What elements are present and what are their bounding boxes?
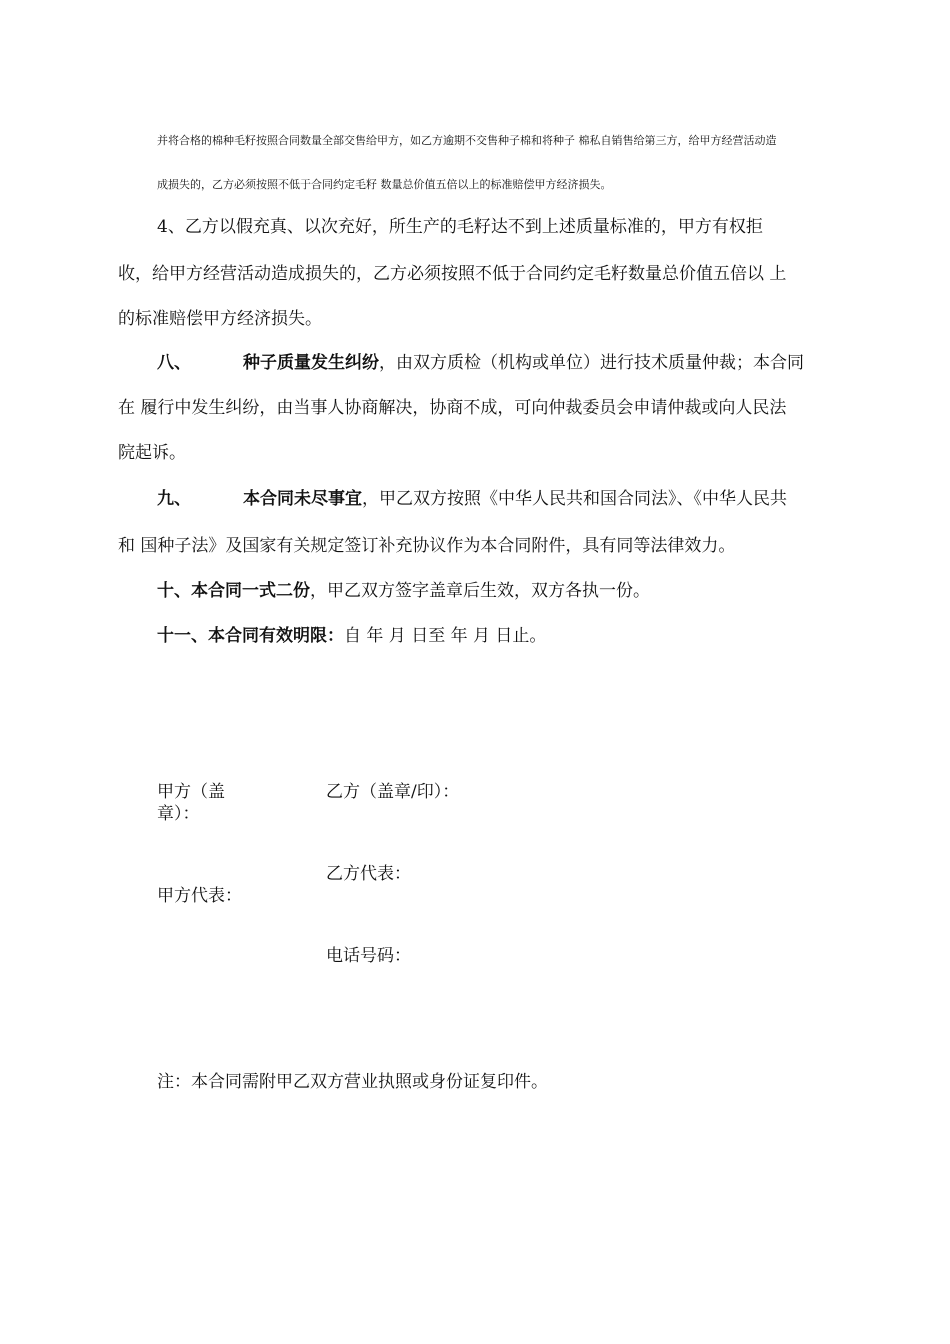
clause-8-heading: 种子质量发生纠纷: [243, 353, 379, 373]
clause-9-number: 九、: [157, 489, 191, 509]
clause-7-small-line-2: 成损失的，乙方必须按照不低于合同约定毛籽 数量总价值五倍以上的标准赔偿甲方经济损失。: [157, 178, 612, 191]
clause-9-line-1-rest: ，甲乙双方按照《中华人民共和国合同法》、《中华人民共: [362, 489, 787, 509]
clause-10-heading: 十、本合同一式二份: [157, 581, 310, 601]
clause-9-line-2: 和 国种子法》及国家有关规定签订补充协议作为本合同附件，具有同等法律效力。: [118, 536, 736, 556]
clause-9-heading: 本合同未尽事宜: [243, 489, 362, 509]
clause-7-small-line-1: 并将合格的棉种毛籽按照合同数量全部交售给甲方，如乙方逾期不交售种子棉和将种子 棉私自销售给第三方，给甲方经营活动造: [157, 134, 777, 147]
party-a-seal-label-line-1: 甲方（盖: [157, 782, 225, 802]
attachment-note: 注：本合同需附甲乙双方营业执照或身份证复印件。: [157, 1072, 548, 1092]
clause-8-number: 八、: [157, 353, 191, 373]
item-4-line-3: 的标准赔偿甲方经济损失。: [118, 309, 322, 329]
clause-8-line-1: [157, 352, 804, 374]
clause-10-rest: ，甲乙双方签字盖章后生效，双方各执一份。: [310, 581, 650, 601]
item-4-line-1: 4、乙方以假充真、以次充好，所生产的毛籽达不到上述质量标准的，甲方有权拒: [157, 217, 763, 237]
clause-11: [157, 625, 546, 647]
party-b-representative-label: 乙方代表：: [326, 864, 411, 884]
clause-8-line-2: 在 履行中发生纠纷，由当事人协商解决，协商不成，可向仲裁委员会申请仲裁或向人民法: [118, 398, 787, 418]
party-a-seal-label-line-2: 章）：: [157, 804, 200, 824]
clause-11-rest: 自 年 月 日至 年 月 日止。: [344, 626, 547, 646]
clause-11-heading: 十一、本合同有效明限：: [157, 626, 344, 646]
party-a-representative-label: 甲方代表：: [157, 886, 242, 906]
clause-9-line-1: [157, 488, 787, 510]
clause-8-line-3: 院起诉。: [118, 443, 186, 463]
clause-8-line-1-rest: ，由双方质检（机构或单位）进行技术质量仲裁；本合同: [379, 353, 804, 373]
clause-10: [157, 580, 650, 602]
item-4-line-2: 收，给甲方经营活动造成损失的，乙方必须按照不低于合同约定毛籽数量总价值五倍以 上: [118, 264, 787, 284]
party-b-seal-label: 乙方（盖章/印）：: [326, 782, 460, 802]
phone-number-label: 电话号码：: [326, 946, 411, 966]
